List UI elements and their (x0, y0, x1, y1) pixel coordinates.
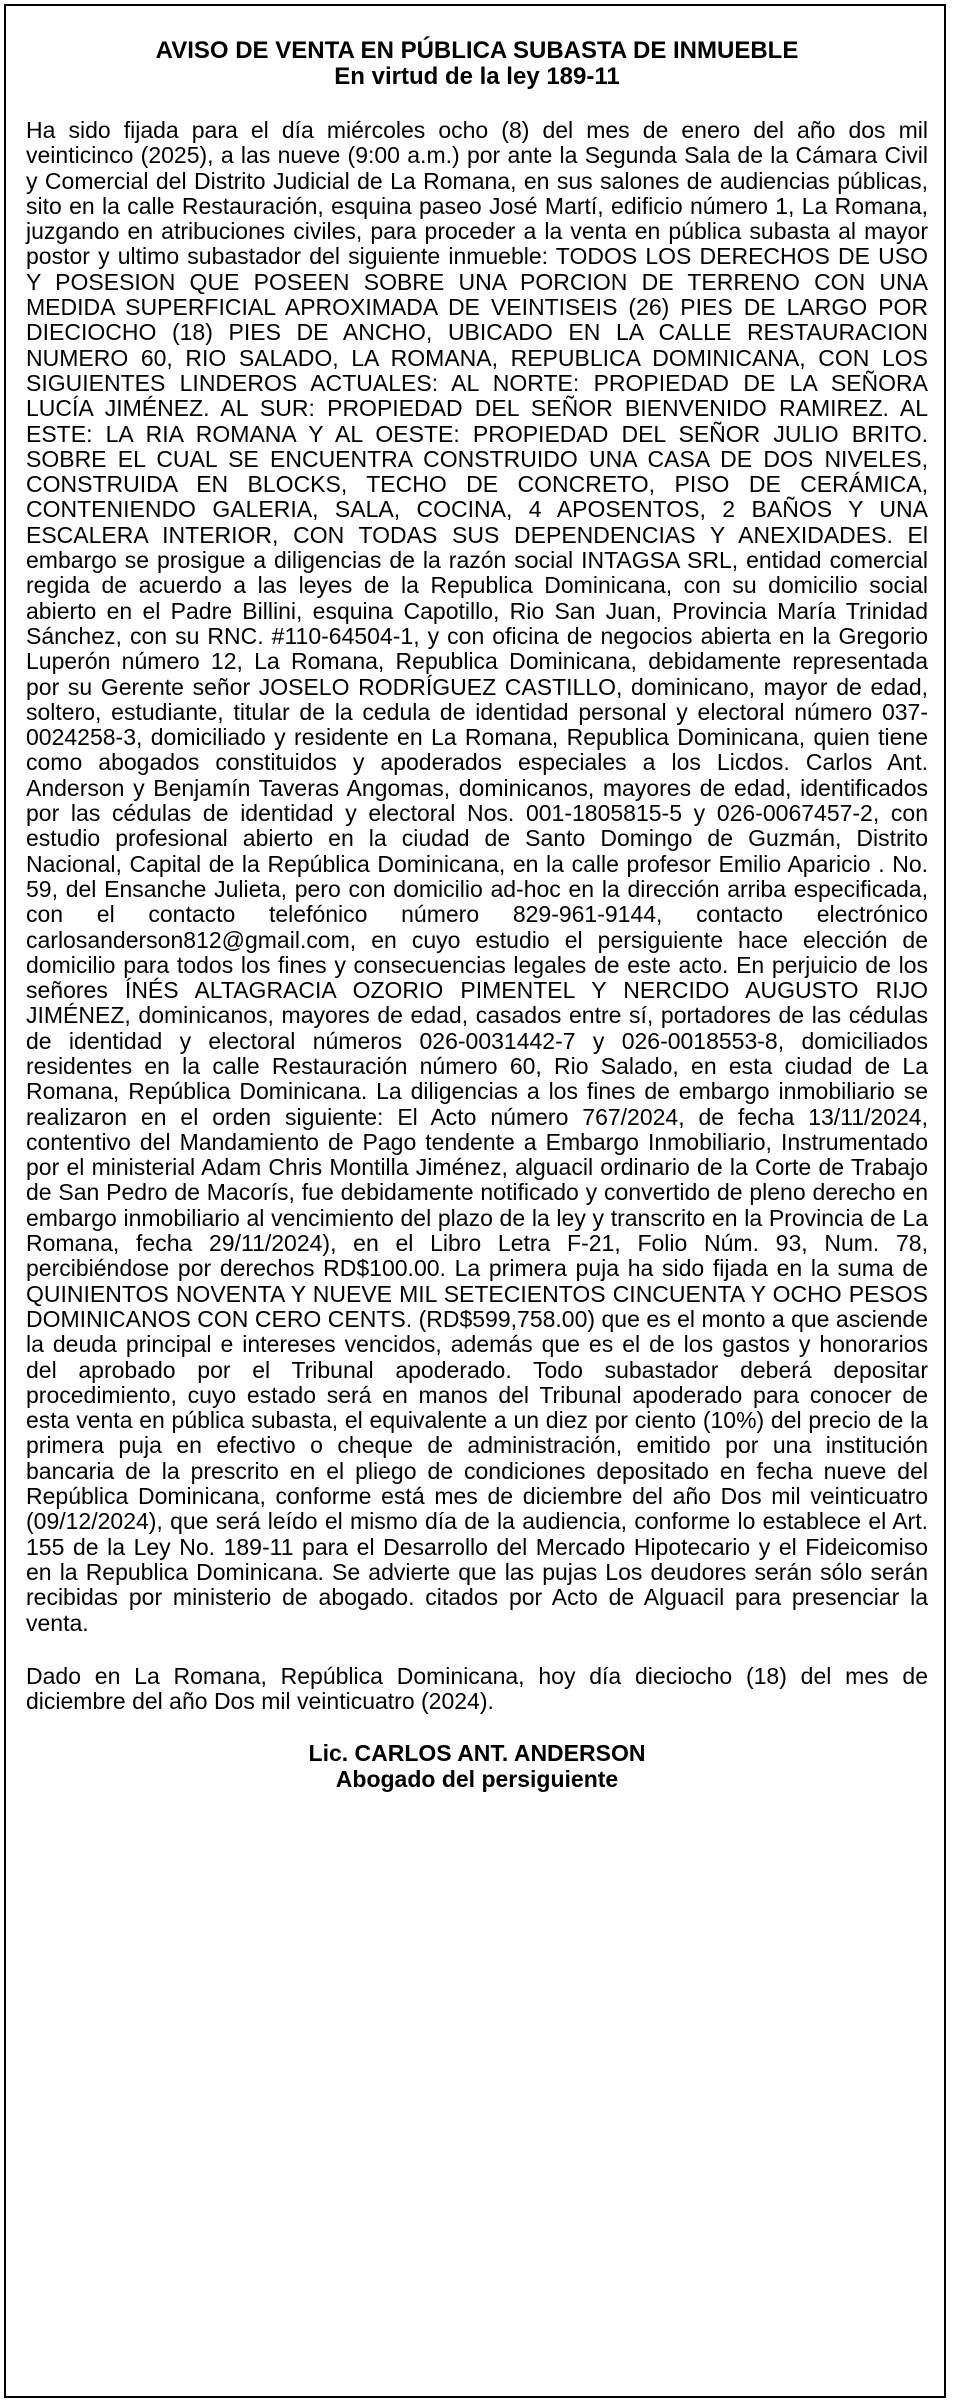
notice-content (26, 38, 928, 1792)
title-line-2: En virtud de la ley 189-11 (334, 63, 620, 90)
notice-title (26, 38, 928, 90)
notice-closing-paragraph: Dado en La Romana, República Dominicana, hoy día dieciocho (18) del mes de diciembre del año Dos mil veinticuatro (2024). (26, 1662, 928, 1715)
signature-name: Lic. CARLOS ANT. ANDERSON (308, 1740, 646, 1767)
title-line-1: AVISO DE VENTA EN PÚBLICA SUBASTA DE INMUEBLE (155, 37, 799, 64)
notice-body-paragraph: Ha sido fijada para el día miércoles ocho (8) del mes de enero del año dos mil veinticinco (2025), a las nueve (9:00 a.m.) por ante la Segunda Sala de la Cámara Civil y Comercial del Distrito Judicial de La Romana, en sus salones de audiencias públicas, sito en la calle Restauración, esquina paseo José Martí, edificio número 1, La Romana, juzgando en atribuciones civiles, para proceder a la venta en pública subasta al mayor postor y ultimo subastador del siguiente inmueble: TODOS LOS DERECHOS DE USO Y POSESION QUE POSEEN SOBRE UNA PORCION DE TERRENO CON UNA MEDIDA SUPERFICIAL APROXIMADA DE VEINTISEIS (26) PIES DE LARGO POR DIECIOCHO (18) PIES DE ANCHO, UBICADO EN LA CALLE RESTAURACION NUMERO 60, RIO SALADO, LA ROMANA, REPUBLICA DOMINICANA, CON LOS SIGUIENTES LINDEROS ACTUALES: AL NORTE: PROPIEDAD DE LA SEÑORA LUCÍA JIMÉNEZ. AL SUR: PROPIEDAD DEL SEÑOR BIENVENIDO RAMIREZ. AL ESTE: LA RIA ROMANA Y AL OESTE: PROPIEDAD DEL SEÑOR JULIO BRITO. SOBRE EL CUAL SE ENCUENTRA CONSTRUIDO UNA CASA DE DOS NIVELES, CONSTRUIDA EN BLOCKS, TECHO DE CONCRETO, PISO DE CERÁMICA, CONTENIENDO GALERIA, SALA, COCINA, 4 APOSENTOS, 2 BAÑOS Y UNA ESCALERA INTERIOR, CON TODAS SUS DEPENDENCIAS Y ANEXIDADES. El embargo se prosigue a diligencias de la razón social INTAGSA SRL, entidad comercial regida de acuerdo a las leyes de la Republica Dominicana, con su domicilio social abierto en el Padre Billini, esquina Capotillo, Rio San Juan, Provincia María Trinidad Sánchez, con su RNC. #110-64504-1, y con oficina de negocios abierta en la Gregorio Luperón número 12, La Romana, Republica Dominicana, debidamente representada por su Gerente señor JOSELO RODRÍGUEZ CASTILLO, dominicano, mayor de edad, soltero, estudiante, titular de la cedula de identidad personal y electoral número 037-0024258-3, domiciliado y residente en La Romana, Republica Dominicana, quien tiene como abogados constituidos y apoderados especiales a los Licdos. Carlos Ant. Anderson y Benjamín Taveras Angomas, dominicanos, mayores de edad, identificados por las cédulas de identidad y electoral Nos. 001-1805815-5 y 026-0067457-2, con estudio profesional abierto en la ciudad de Santo Domingo de Guzmán, Distrito Nacional, Capital de la República Dominicana, en la calle profesor Emilio Aparicio . No. 59, del Ensanche Julieta, pero con domicilio ad-hoc en la dirección arriba especificada, con el contacto telefónico número 829-961-9144, contacto electrónico carlosanderson812@gmail.com, en cuyo estudio el persiguiente hace elección de domicilio para todos los fines y consecuencias legales de este acto. En perjuicio de los señores ÍNÉS ALTAGRACIA OZORIO PIMENTEL Y NERCIDO AUGUSTO RIJO JIMÉNEZ, dominicanos, mayores de edad, casados entre sí, portadores de las cédulas de identidad y electoral números 026-0031442-7 y 026-0018553-8, domiciliados residentes en la calle Restauración número 60, Rio Salado, en esta ciudad de La Romana, República Dominicana. La diligencias a los fines de embargo inmobiliario se realizaron en el orden siguiente: El Acto número 767/2024, de fecha 13/11/2024, contentivo del Mandamiento de Pago tendente a Embargo Inmobiliario, Instrumentado por el ministerial Adam Chris Montilla Jiménez, alguacil ordinario de la Corte de Trabajo de San Pedro de Macorís, fue debidamente notificado y convertido de pleno derecho en embargo inmobiliario al vencimiento del plazo de la ley y transcrito en la Provincia de La Romana, fecha 29/11/2024), en el Libro Letra F-21, Folio Núm. 93, Num. 78, percibiéndose por derechos RD$100.00. La primera puja ha sido fijada en la suma de QUINIENTOS NOVENTA Y NUEVE MIL SETECIENTOS CINCUENTA Y OCHO PESOS DOMINICANOS CON CERO CENTS. (RD$599,758.00) que es el monto a que asciende la deuda principal e intereses vencidos, además que es el de los gastos y honorarios del aprobado por el Tribunal apoderado. Todo subastador deberá depositar procedimiento, cuyo estado será en manos del Tribunal apoderado para conocer de esta venta en pública subasta, el equivalente a un diez por ciento (10%) del precio de la primera puja en efectivo o cheque de administración, emitido por una institución bancaria de la prescrito en el pliego de condiciones depositado en fecha nueve del República Dominicana, conforme está mes de diciembre del año Dos mil veinticuatro (09/12/2024), que será leído el mismo día de la audiencia, conforme lo establece el Art. 155 de la Ley No. 189-11 para el Desarrollo del Mercado Hipotecario y el Fideicomiso en la Republica Dominicana. Se advierte que las pujas Los deudores serán sólo serán recibidas por ministerio de abogado. citados por Acto de Alguacil para presenciar la venta. (26, 117, 928, 1636)
notice-frame (4, 4, 946, 2398)
signature-role: Abogado del persiguiente (335, 1766, 619, 1793)
signature-block (26, 1740, 928, 1792)
